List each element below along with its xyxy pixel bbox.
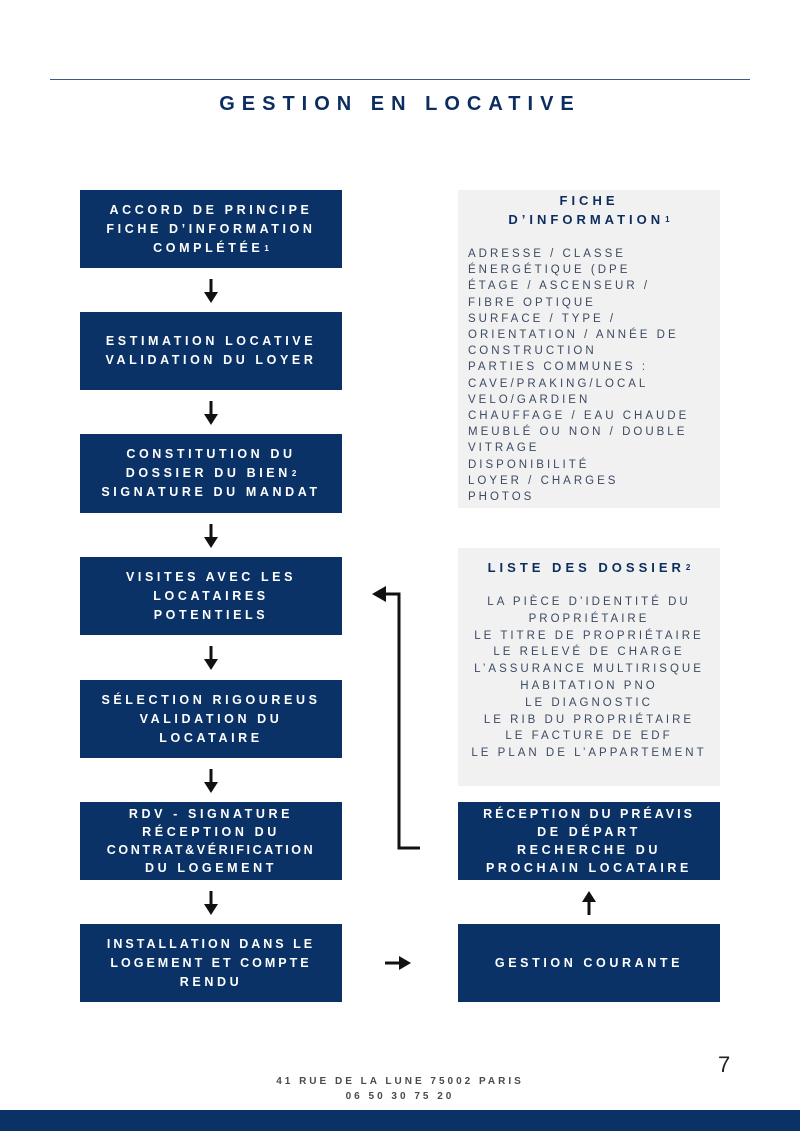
arrow-up-icon [582, 890, 596, 916]
preavis-line: RÉCEPTION DU PRÉAVIS [483, 807, 695, 821]
footer-address: 41 RUE DE LA LUNE 75002 PARIS [276, 1076, 524, 1087]
fiche-item: VITRAGE [468, 442, 540, 455]
step-line: CONSTITUTION DU [126, 447, 296, 461]
page-title: GESTION EN LOCATIVE [219, 93, 581, 115]
step-line: DU LOGEMENT [145, 861, 277, 875]
liste-item: LE TITRE DE PROPRIÉTAIRE [474, 629, 704, 642]
fiche-item: LOYER / CHARGES [468, 474, 619, 487]
watermark-text: HUARENJIE [680, 1095, 765, 1110]
liste-item: L’ASSURANCE MULTIRISQUE [474, 663, 704, 676]
preavis-line: RECHERCHE DU [517, 843, 661, 857]
step-selection [80, 680, 342, 758]
arrow-right-icon [384, 955, 412, 971]
fiche-item: MEUBLÉ OU NON / DOUBLE [468, 426, 688, 439]
arrow-down-icon [204, 768, 218, 794]
step-line: DOSSIER DU BIEN [125, 466, 291, 480]
arrow-down-icon [204, 645, 218, 671]
fiche-item: CONSTRUCTION [468, 345, 597, 358]
step-constitution [80, 434, 342, 513]
footnote-mark: 1 [665, 215, 670, 224]
step-line: VALIDATION DU [139, 711, 283, 726]
step-line: RENDU [179, 974, 243, 989]
liste-item: LA PIÈCE D’IDENTITÉ DU [487, 596, 691, 608]
step-line: INSTALLATION DANS LE [106, 936, 316, 951]
liste-item: LE RELEVÉ DE CHARGE [493, 646, 685, 659]
liste-title: LISTE DES DOSSIER [487, 560, 685, 575]
liste-item: LE PLAN DE L’APPARTEMENT [471, 747, 707, 760]
step-line: RÉCEPTION DU [142, 825, 280, 839]
step-line: LOCATAIRES [153, 588, 269, 603]
footnote-mark: 1 [264, 243, 269, 253]
step-line: POTENTIELS [153, 607, 269, 622]
step-rdv [80, 802, 342, 880]
arrow-down-icon [204, 400, 218, 426]
loop-connector [368, 582, 424, 854]
step-line: VALIDATION DU LOYER [105, 353, 317, 367]
footnote-mark: 2 [685, 563, 691, 572]
fiche-item: CHAUFFAGE / EAU CHAUDE [468, 410, 690, 423]
liste-title-wrap [458, 558, 720, 577]
step-line: LOGEMENT ET COMPTE [110, 955, 312, 970]
preavis-line: PROCHAIN LOCATAIRE [486, 861, 692, 875]
fiche-item: CAVE/PRAKING/LOCAL [468, 377, 649, 390]
step-estimation [80, 312, 342, 390]
fiche-item: ÉTAGE / ASCENSEUR / [468, 280, 651, 293]
footnote-mark: 2 [291, 469, 297, 478]
step-line: SIGNATURE DU MANDAT [101, 485, 321, 499]
fiche-item: PHOTOS [468, 491, 535, 504]
step-line: ESTIMATION LOCATIVE [105, 334, 317, 348]
liste-item: PROPRIÉTAIRE [528, 612, 650, 625]
step-line: SÉLECTION RIGOUREUS [101, 692, 321, 707]
step-line-wrap [126, 464, 297, 483]
fiche-title: D’INFORMATION [508, 212, 665, 227]
watermark-logo [650, 1055, 795, 1115]
fiche-list [468, 246, 710, 505]
step-line: RDV - SIGNATURE [128, 807, 294, 821]
fiche-item: ORIENTATION / ANNÉE DE [468, 329, 679, 342]
step-line: CONTRAT&VÉRIFICATION [106, 843, 316, 857]
liste-dossier-panel [458, 548, 720, 786]
liste-item: LE DIAGNOSTIC [525, 696, 653, 709]
arrow-down-icon [204, 278, 218, 304]
preavis-line: DE DÉPART [537, 825, 641, 839]
step-line: VISITES AVEC LES [125, 569, 297, 584]
gestion-label: GESTION COURANTE [494, 955, 684, 970]
fiche-item: PARTIES COMMUNES : [468, 361, 649, 374]
liste-list [458, 594, 720, 762]
footer-phone: 06 50 30 75 20 [345, 1091, 455, 1102]
fiche-item: ÉNERGÉTIQUE (DPE [468, 264, 631, 277]
gestion-courante-box [458, 924, 720, 1002]
fiche-item: VELO/GARDIEN [468, 393, 591, 406]
preavis-box [458, 802, 720, 880]
step-installation [80, 924, 342, 1002]
fiche-item: SURFACE / TYPE / [468, 312, 617, 325]
fiche-item: FIBRE OPTIQUE [468, 296, 596, 309]
fiche-title-wrap [468, 210, 710, 229]
liste-item: HABITATION PNO [520, 679, 658, 692]
step-line: LOCATAIRE [159, 730, 263, 745]
step-line: COMPLÉTÉE [153, 240, 264, 255]
page-number: 7 [718, 1052, 731, 1077]
arrow-down-icon [204, 890, 218, 916]
top-rule [50, 79, 750, 80]
step-visites [80, 557, 342, 635]
fiche-information-panel [458, 190, 720, 508]
step-line: ACCORD DE PRINCIPE [109, 202, 313, 217]
step-accord [80, 190, 342, 268]
arrow-down-icon [204, 523, 218, 549]
fiche-title: FICHE [559, 193, 619, 208]
fiche-item: DISPONIBILITÉ [468, 458, 590, 471]
bottom-bar [0, 1110, 800, 1131]
liste-item: LE FACTURE DE EDF [505, 730, 673, 743]
step-line-wrap [153, 239, 269, 258]
step-line: FICHE D’INFORMATION [106, 221, 316, 236]
fiche-item: ADRESSE / CLASSE [468, 248, 626, 260]
liste-item: LE RIB DU PROPRIÉTAIRE [483, 713, 695, 726]
